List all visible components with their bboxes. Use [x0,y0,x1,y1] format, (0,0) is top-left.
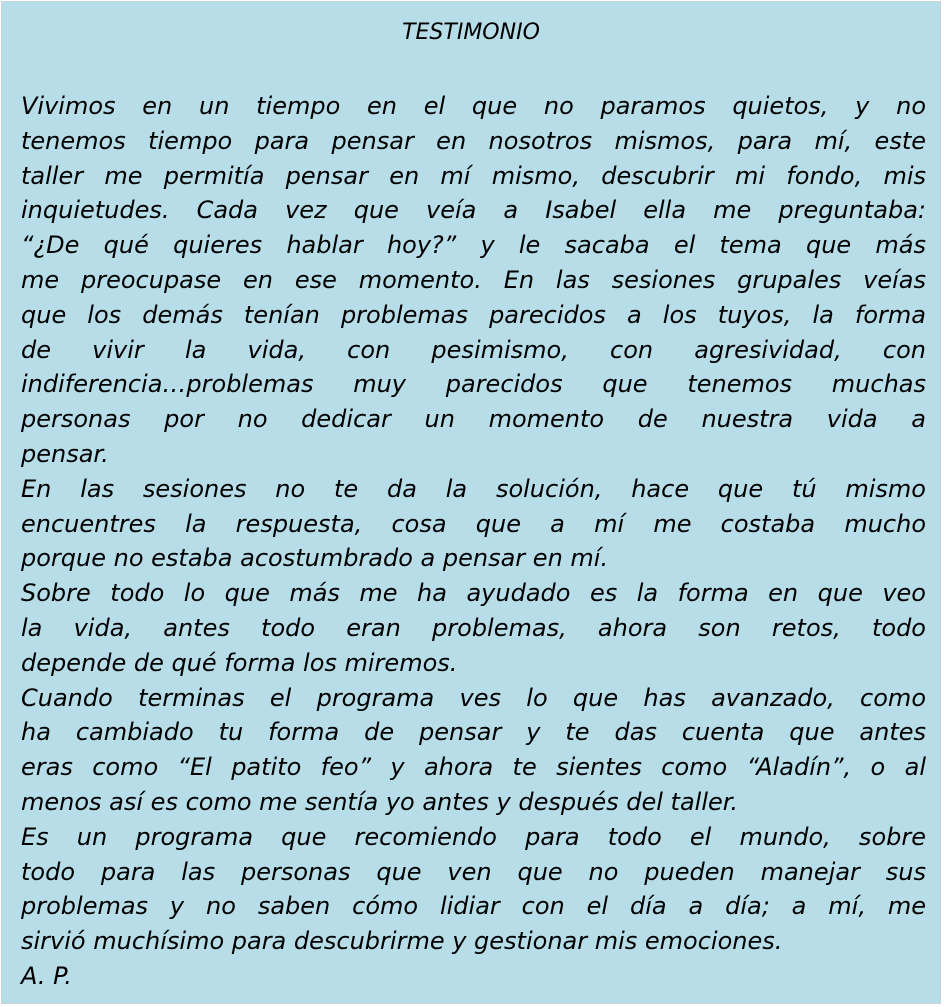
text-line: me preocupase en ese momento. En las sesiones grupales veías [21,265,926,294]
text-line: Es un programa que recomiendo para todo el mundo, sobre [21,822,926,851]
text-line: ha cambiado tu forma de pensar y te das cuenta que antes [21,718,926,747]
text-line: tenemos tiempo para pensar en nosotros mismos, para mí, este [21,126,926,155]
text-line: sirvió muchísimo para descubrirme y gestionar mis emociones. [21,927,783,956]
paragraph [21,820,926,959]
text-line: menos así es como me sentía yo antes y después del taller. [21,787,739,816]
text-line: personas por no dedicar un momento de nuestra vida a [21,405,926,434]
text-line: porque no estaba acostumbrado a pensar en mí. [21,544,609,573]
text-line: que los demás tenían problemas parecidos a los tuyos, la forma [21,300,926,329]
text-line: encuentres la respuesta, cosa que a mí me costaba mucho [21,509,926,538]
paragraph [21,89,926,472]
text-line: de vivir la vida, con pesimismo, con agresividad, con [21,335,926,364]
text-line: pensar. [21,439,109,468]
text-line: eras como “El patito feo” y ahora te sientes como “Aladín”, o al [21,753,926,782]
testimonial-box [1,1,941,1004]
paragraph [21,472,926,576]
text-line: problemas y no saben cómo lidiar con el día a día; a mí, me [21,892,926,921]
text-line: la vida, antes todo eran problemas, ahora son retos, todo [21,613,926,642]
text-line: indiferencia…problemas muy parecidos que tenemos muchas [21,370,926,399]
paragraph [21,681,926,820]
text-line: inquietudes. Cada vez que veía a Isabel ella me preguntaba: [21,196,926,225]
paragraph [21,576,926,680]
text-line: En las sesiones no te da la solución, hace que tú mismo [21,474,926,503]
text-line: todo para las personas que ven que no pueden manejar sus [21,857,926,886]
document-title: TESTIMONIO [402,20,540,45]
text-line: Sobre todo lo que más me ha ayudado es la forma en que veo [21,579,926,608]
testimonial-body [21,89,926,994]
text-line: “¿De qué quieres hablar hoy?” y le sacaba el tema que más [21,231,926,260]
text-line: taller me permitía pensar en mí mismo, descubrir mi fondo, mis [21,161,926,190]
signature: A. P. [21,961,72,990]
text-line: depende de qué forma los miremos. [21,648,458,677]
text-line: Cuando terminas el programa ves lo que has avanzado, como [21,683,926,712]
text-line: Vivimos en un tiempo en el que no paramos quietos, y no [21,92,926,120]
